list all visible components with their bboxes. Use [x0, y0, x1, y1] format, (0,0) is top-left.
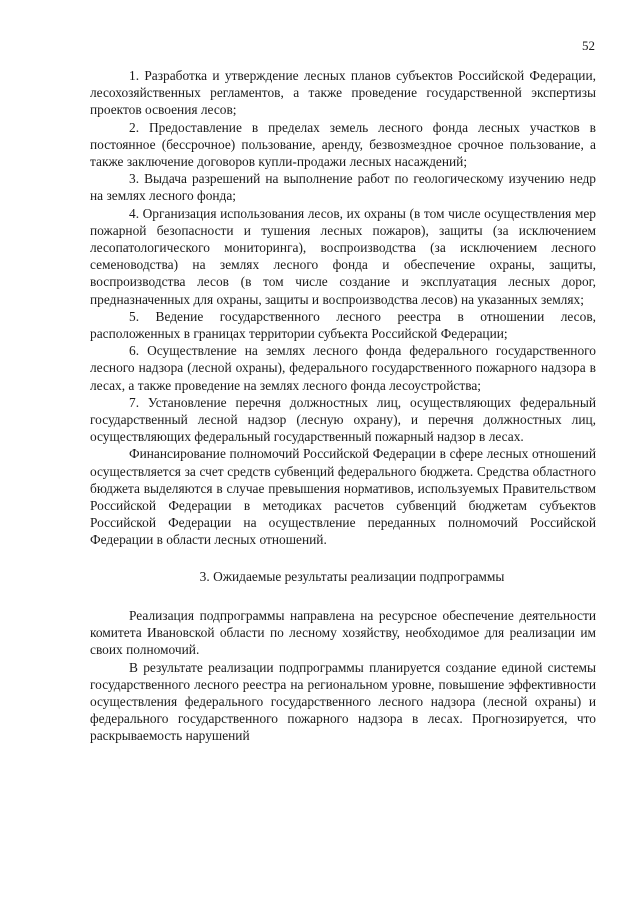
section-heading: 3. Ожидаемые результаты реализации подпрограммы: [199, 568, 505, 584]
list-item-7: 7. Установление перечня должностных лиц, осуществляющих федеральный государственный лесной надзор (лесную охрану), и перечня должностных лиц, осуществляющих федеральный государственный пожарный надзор в лесах.: [90, 394, 596, 445]
document-body: [90, 67, 596, 745]
list-item-5: 5. Ведение государственного лесного реестра в отношении лесов, расположенных в границах территории субъекта Российской Федерации;: [90, 308, 596, 342]
results-paragraph-1: Реализация подпрограммы направлена на ресурсное обеспечение деятельности комитета Ивановской области по лесному хозяйству, необходимое для реализации им своих полномочий.: [90, 607, 596, 658]
list-item-2: 2. Предоставление в пределах земель лесного фонда лесных участков в постоянное (бессрочное) пользование, аренду, безвозмездное срочное пользование, а также заключение договоров купли-продажи лесных насаждений;: [90, 119, 596, 170]
page-number: 52: [582, 38, 595, 53]
list-item-6: 6. Осуществление на землях лесного фонда федерального государственного лесного надзора (лесной охраны), федерального государственного пожарного надзора в лесах, а также проведение на землях лесного фонда лесоустройства;: [90, 343, 596, 393]
list-item-1: 1. Разработка и утверждение лесных планов субъектов Российской Федерации, лесохозяйственных регламентов, а также проведение государственной экспертизы проектов освоения лесов;: [90, 68, 596, 118]
list-item-3: 3. Выдача разрешений на выполнение работ по геологическому изучению недр на землях лесного фонда;: [90, 171, 596, 204]
financing-paragraph: Финансирование полномочий Российской Федерации в сфере лесных отношений осуществляется за счет средств субвенций федерального бюджета. Средства областного бюджета выделяются в случае превышения нормативов, используемых Правительством Российской Федерации в методиках расчетов субвенций бюджетам субъектов Российской Федерации на осуществление переданных полномочий Российской Федерации в области лесных отношений.: [90, 446, 596, 548]
spacer: [90, 585, 596, 607]
list-item-4: 4. Организация использования лесов, их охраны (в том числе осуществления мер пожарной безопасности и тушения лесных пожаров), защиты (за исключением лесопатологического мониторинга), воспроизводства (за исключением лесного семеноводства) на землях лесного фонда и обеспечение охраны, защиты, воспроизводства лесов (в том числе создание и эксплуатация лесных дорог, предназначенных для охраны, защиты и воспроизводства лесов) на указанных землях;: [90, 205, 596, 307]
results-paragraph-2: В результате реализации подпрограммы планируется создание единой системы государственного лесного реестра на региональном уровне, повышение эффективности осуществления федерального государственного лесного надзора (лесной охраны) и федерального государственного пожарного надзора в лесах. Прогнозируется, что раскрываемость нарушений: [90, 659, 596, 744]
spacer: [90, 549, 596, 568]
